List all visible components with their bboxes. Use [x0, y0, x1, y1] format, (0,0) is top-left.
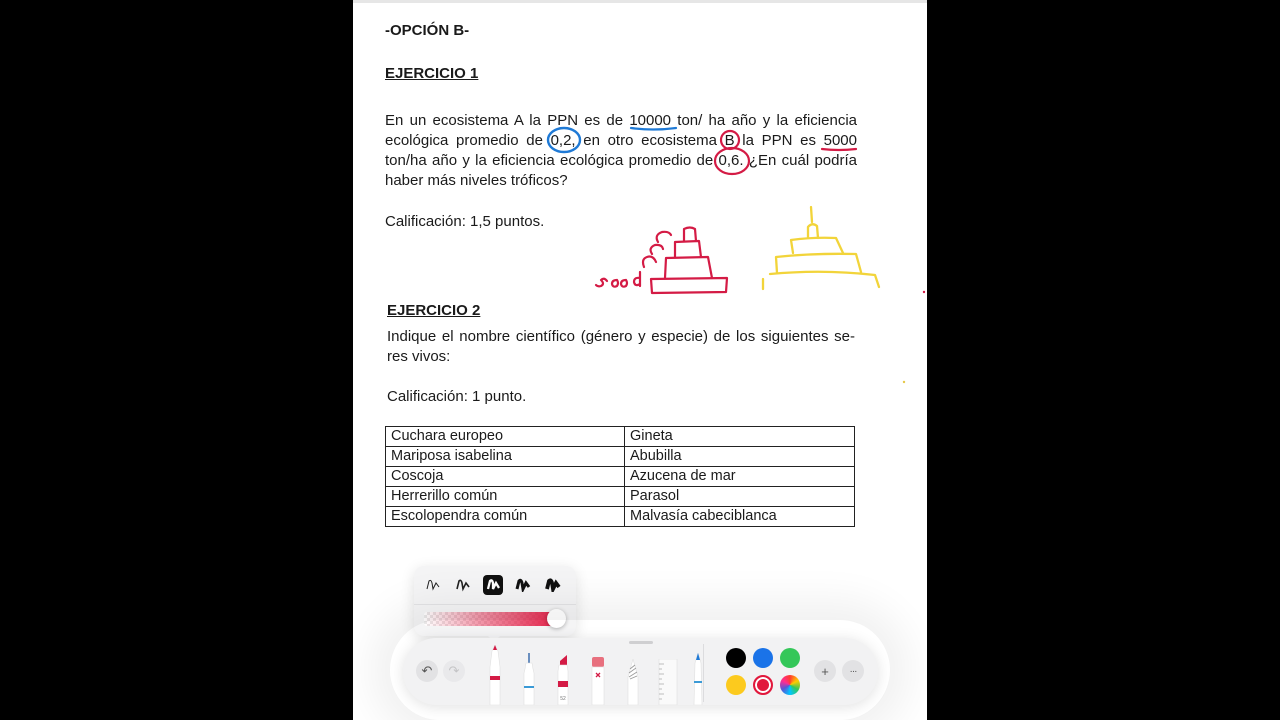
yellow-pyramid-drawing: [763, 207, 879, 289]
table-row: Coscoja Azucena de mar: [386, 467, 855, 487]
table-row: Mariposa isabelina Abubilla: [386, 447, 855, 467]
color-red-selected[interactable]: [753, 675, 773, 695]
option-heading: -OPCIÓN B-: [385, 22, 470, 39]
pencil-tool[interactable]: [625, 659, 641, 705]
species-table: [385, 426, 855, 527]
color-picker-multicolor[interactable]: [780, 675, 800, 695]
color-black[interactable]: [726, 648, 746, 668]
pen-tool-selected[interactable]: [487, 645, 503, 705]
plus-icon: +: [821, 663, 829, 679]
ruler-tool[interactable]: [658, 659, 678, 705]
stroke-width-4[interactable]: [513, 575, 533, 595]
add-button[interactable]: [814, 660, 836, 682]
redo-button[interactable]: [443, 660, 465, 682]
redo-icon: ↷: [448, 663, 460, 678]
stroke-sample-icon: [455, 578, 471, 592]
eraser-tool[interactable]: [590, 657, 606, 705]
color-blue[interactable]: [753, 648, 773, 668]
toolbar-divider: [703, 644, 704, 702]
popover-divider: [414, 604, 576, 605]
exercise2-title: EJERCICIO 2: [387, 302, 481, 319]
stroke-width-5[interactable]: [543, 575, 563, 595]
stroke-width-1[interactable]: [423, 575, 443, 595]
stroke-sample-icon: [425, 578, 441, 592]
table-row: Herrerillo común Parasol: [386, 487, 855, 507]
stroke-width-3-selected[interactable]: [483, 575, 503, 595]
fineliner-tool[interactable]: [521, 653, 537, 705]
undo-button[interactable]: [416, 660, 438, 682]
ellipsis-icon: ···: [849, 665, 857, 677]
stroke-sample-icon: [485, 578, 501, 592]
exercise1-grade: Calificación: 1,5 puntos.: [385, 213, 545, 230]
exercise1-text: En un ecosistema A la PPN es de 10000 ton/ ha año y la eficiencia ecológica promedio de 0,2, en otro ecosistema B la PPN es 5000 ton/ha año y la eficiencia ecológica promedio de 0,6. ¿En cuál podría haber más niveles tróficos?: [385, 112, 857, 189]
watercolor-pen-tool[interactable]: [693, 653, 703, 705]
stroke-width-2[interactable]: [453, 575, 473, 595]
stroke-sample-icon: [515, 578, 531, 592]
undo-icon: ↶: [421, 663, 433, 678]
markup-toolbar: [403, 638, 878, 705]
stroke-sample-icon: [545, 578, 561, 592]
toolbar-grabber[interactable]: [629, 641, 653, 644]
exercise1-title: EJERCICIO 1: [385, 65, 479, 82]
color-yellow[interactable]: [726, 675, 746, 695]
exercise2-text: Indique el nombre científico (género y especie) de los siguientes se- res vivos:: [387, 328, 855, 365]
marker-label: 52: [560, 696, 566, 702]
table-row: Cuchara europeo Gineta: [386, 427, 855, 447]
exercise2-grade: Calificación: 1 punto.: [387, 388, 527, 405]
marker-tool[interactable]: [555, 655, 571, 705]
more-options-button[interactable]: [842, 660, 864, 682]
color-green[interactable]: [780, 648, 800, 668]
red-pyramid-drawing: [596, 228, 727, 294]
table-row: Escolopendra común Malvasía cabeciblanca: [386, 507, 855, 527]
